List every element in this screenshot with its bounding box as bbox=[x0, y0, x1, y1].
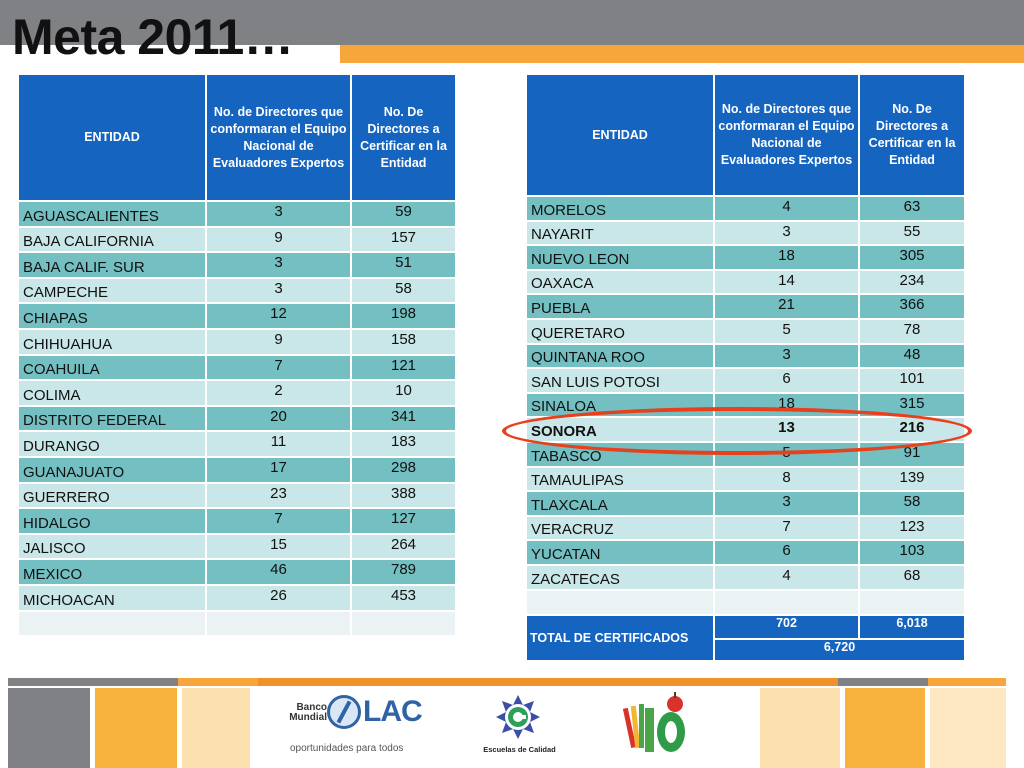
table-row bbox=[19, 431, 456, 457]
entidad-cell: COLIMA bbox=[19, 380, 206, 406]
certificar-cell: 63 bbox=[859, 196, 965, 221]
directores-cell: 23 bbox=[206, 483, 351, 509]
entidad-cell: ZACATECAS bbox=[527, 565, 714, 590]
empty-cell bbox=[19, 611, 206, 636]
tagline: oportunidades para todos bbox=[290, 743, 404, 754]
directores-cell: 46 bbox=[206, 559, 351, 585]
directores-cell: 9 bbox=[206, 227, 351, 253]
escuelas-de-calidad-logo bbox=[482, 693, 557, 759]
lac-text: LAC bbox=[363, 695, 422, 728]
header-certificar: No. De Directores a Certificar en la Entidad bbox=[859, 75, 965, 196]
table-row bbox=[527, 467, 965, 492]
entidad-cell: NAYARIT bbox=[527, 221, 714, 246]
table-row bbox=[527, 442, 965, 467]
footer-block-light bbox=[930, 688, 1006, 768]
certificar-cell: 127 bbox=[351, 508, 456, 534]
entidad-cell: NUEVO LEON bbox=[527, 245, 714, 270]
certificar-cell: 48 bbox=[859, 344, 965, 369]
entidad-cell: VERACRUZ bbox=[527, 516, 714, 541]
entidad-cell: TAMAULIPAS bbox=[527, 467, 714, 492]
entidad-cell: AGUASCALIENTES bbox=[19, 201, 206, 227]
certificar-cell: 158 bbox=[351, 329, 456, 355]
table-row bbox=[19, 483, 456, 509]
star-badge-icon bbox=[494, 693, 542, 741]
total-label: TOTAL DE CERTIFICADOS bbox=[527, 615, 714, 661]
certificar-cell: 453 bbox=[351, 585, 456, 611]
footer-block-gray bbox=[8, 688, 90, 768]
footer-stripe bbox=[8, 678, 1006, 686]
directores-cell: 13 bbox=[714, 417, 859, 442]
directores-cell: 7 bbox=[714, 516, 859, 541]
right-states-table bbox=[527, 75, 966, 662]
table-row bbox=[527, 294, 965, 319]
entidad-cell: CHIHUAHUA bbox=[19, 329, 206, 355]
ten-apple-icon bbox=[623, 690, 689, 758]
entidad-cell: DURANGO bbox=[19, 431, 206, 457]
header-entidad: ENTIDAD bbox=[527, 75, 714, 196]
certificar-cell: 198 bbox=[351, 303, 456, 329]
entidad-cell: CHIAPAS bbox=[19, 303, 206, 329]
certificar-cell: 55 bbox=[859, 221, 965, 246]
entidad-cell: MORELOS bbox=[527, 196, 714, 221]
certificar-cell: 78 bbox=[859, 319, 965, 344]
empty-cell bbox=[714, 590, 859, 615]
table-header-row bbox=[19, 75, 456, 201]
empty-cell bbox=[206, 611, 351, 636]
directores-cell: 8 bbox=[714, 467, 859, 492]
directores-cell: 4 bbox=[714, 565, 859, 590]
table-row bbox=[19, 380, 456, 406]
entidad-cell: MEXICO bbox=[19, 559, 206, 585]
entidad-cell: CAMPECHE bbox=[19, 278, 206, 304]
directores-cell: 5 bbox=[714, 319, 859, 344]
directores-cell: 17 bbox=[206, 457, 351, 483]
certificar-cell: 58 bbox=[351, 278, 456, 304]
table-row bbox=[527, 516, 965, 541]
entidad-cell: SONORA bbox=[527, 417, 714, 442]
directores-cell: 18 bbox=[714, 393, 859, 418]
certificar-cell: 388 bbox=[351, 483, 456, 509]
table-row bbox=[19, 355, 456, 381]
table-row bbox=[19, 457, 456, 483]
globe-icon bbox=[327, 695, 361, 729]
table-row bbox=[527, 344, 965, 369]
table-row bbox=[527, 221, 965, 246]
directores-cell: 3 bbox=[206, 278, 351, 304]
entidad-cell: HIDALGO bbox=[19, 508, 206, 534]
table-row bbox=[527, 565, 965, 590]
empty-cell bbox=[859, 590, 965, 615]
directores-cell: 11 bbox=[206, 431, 351, 457]
entidad-cell: JALISCO bbox=[19, 534, 206, 560]
footer-block-light bbox=[182, 688, 250, 768]
certificar-cell: 68 bbox=[859, 565, 965, 590]
directores-cell: 6 bbox=[714, 540, 859, 565]
table-row bbox=[19, 329, 456, 355]
certificar-cell: 264 bbox=[351, 534, 456, 560]
certificar-cell: 789 bbox=[351, 559, 456, 585]
directores-cell: 3 bbox=[714, 491, 859, 516]
empty-cell bbox=[527, 590, 714, 615]
table-row bbox=[527, 196, 965, 221]
header-entidad: ENTIDAD bbox=[19, 75, 206, 201]
entidad-cell: BAJA CALIF. SUR bbox=[19, 252, 206, 278]
certificar-cell: 59 bbox=[351, 201, 456, 227]
certificar-cell: 91 bbox=[859, 442, 965, 467]
table-header-row bbox=[527, 75, 965, 196]
entidad-cell: MICHOACAN bbox=[19, 585, 206, 611]
directores-cell: 15 bbox=[206, 534, 351, 560]
table-row bbox=[19, 303, 456, 329]
diez-logo bbox=[623, 690, 689, 758]
directores-cell: 5 bbox=[714, 442, 859, 467]
empty-cell bbox=[351, 611, 456, 636]
table-row bbox=[527, 245, 965, 270]
directores-cell: 3 bbox=[714, 344, 859, 369]
left-table-body bbox=[19, 201, 456, 636]
directores-cell: 7 bbox=[206, 508, 351, 534]
table-row bbox=[527, 393, 965, 418]
header-directores: No. de Directores que conformaran el Equipo Nacional de Evaluadores Expertos bbox=[714, 75, 859, 196]
header-directores: No. de Directores que conformaran el Equipo Nacional de Evaluadores Expertos bbox=[206, 75, 351, 201]
certificar-cell: 234 bbox=[859, 270, 965, 295]
certificar-cell: 305 bbox=[859, 245, 965, 270]
certificar-cell: 366 bbox=[859, 294, 965, 319]
directores-cell: 26 bbox=[206, 585, 351, 611]
entidad-cell: QUERETARO bbox=[527, 319, 714, 344]
header-certificar: No. De Directores a Certificar en la Entidad bbox=[351, 75, 456, 201]
entidad-cell: OAXACA bbox=[527, 270, 714, 295]
certificar-cell: 157 bbox=[351, 227, 456, 253]
escuelas-label: Escuelas de Calidad bbox=[483, 745, 556, 754]
certificar-cell: 183 bbox=[351, 431, 456, 457]
table-row bbox=[527, 491, 965, 516]
certificar-cell: 58 bbox=[859, 491, 965, 516]
table-row bbox=[527, 319, 965, 344]
table-row bbox=[527, 368, 965, 393]
directores-cell: 20 bbox=[206, 406, 351, 432]
certificar-cell: 216 bbox=[859, 417, 965, 442]
totals-section bbox=[527, 590, 965, 661]
directores-cell: 3 bbox=[714, 221, 859, 246]
entidad-cell: GUANAJUATO bbox=[19, 457, 206, 483]
table-row-empty bbox=[527, 590, 965, 615]
directores-cell: 2 bbox=[206, 380, 351, 406]
total-row bbox=[527, 615, 965, 639]
directores-cell: 21 bbox=[714, 294, 859, 319]
certificar-cell: 121 bbox=[351, 355, 456, 381]
directores-cell: 4 bbox=[714, 196, 859, 221]
table-row bbox=[19, 227, 456, 253]
table-row-empty bbox=[19, 611, 456, 636]
certificar-cell: 139 bbox=[859, 467, 965, 492]
directores-cell: 3 bbox=[206, 201, 351, 227]
certificar-cell: 51 bbox=[351, 252, 456, 278]
directores-cell: 6 bbox=[714, 368, 859, 393]
certificar-cell: 298 bbox=[351, 457, 456, 483]
table-row bbox=[19, 201, 456, 227]
directores-cell: 7 bbox=[206, 355, 351, 381]
entidad-cell: DISTRITO FEDERAL bbox=[19, 406, 206, 432]
table-row bbox=[19, 508, 456, 534]
certificar-cell: 103 bbox=[859, 540, 965, 565]
certificar-cell: 101 bbox=[859, 368, 965, 393]
entidad-cell: BAJA CALIFORNIA bbox=[19, 227, 206, 253]
certificar-cell: 123 bbox=[859, 516, 965, 541]
right-table-body bbox=[527, 196, 965, 590]
entidad-cell: TLAXCALA bbox=[527, 491, 714, 516]
table-row bbox=[527, 270, 965, 295]
directores-cell: 12 bbox=[206, 303, 351, 329]
table-row bbox=[19, 585, 456, 611]
grand-total: 6,720 bbox=[714, 639, 965, 661]
total-certificar: 6,018 bbox=[859, 615, 965, 639]
entidad-cell: PUEBLA bbox=[527, 294, 714, 319]
certificar-cell: 341 bbox=[351, 406, 456, 432]
table-row bbox=[19, 278, 456, 304]
left-states-table bbox=[19, 75, 457, 637]
banco-mundial-text: Banco Mundial bbox=[289, 702, 327, 723]
entidad-cell: SAN LUIS POTOSI bbox=[527, 368, 714, 393]
directores-cell: 18 bbox=[714, 245, 859, 270]
slide-title: Meta 2011… bbox=[12, 9, 294, 65]
certificar-cell: 315 bbox=[859, 393, 965, 418]
table-row bbox=[527, 417, 965, 442]
certificar-cell: 10 bbox=[351, 380, 456, 406]
footer-block-light bbox=[760, 688, 840, 768]
entidad-cell: GUERRERO bbox=[19, 483, 206, 509]
table-row bbox=[19, 534, 456, 560]
table-row bbox=[19, 406, 456, 432]
entidad-cell: TABASCO bbox=[527, 442, 714, 467]
entidad-cell: COAHUILA bbox=[19, 355, 206, 381]
directores-cell: 14 bbox=[714, 270, 859, 295]
table-row bbox=[19, 252, 456, 278]
entidad-cell: SINALOA bbox=[527, 393, 714, 418]
entidad-cell: YUCATAN bbox=[527, 540, 714, 565]
directores-cell: 9 bbox=[206, 329, 351, 355]
table-row bbox=[527, 540, 965, 565]
footer-block-orange bbox=[95, 688, 177, 768]
footer-block-orange bbox=[845, 688, 925, 768]
entidad-cell: QUINTANA ROO bbox=[527, 344, 714, 369]
total-directores: 702 bbox=[714, 615, 859, 639]
banco-mundial-logo bbox=[287, 693, 422, 759]
directores-cell: 3 bbox=[206, 252, 351, 278]
table-row bbox=[19, 559, 456, 585]
